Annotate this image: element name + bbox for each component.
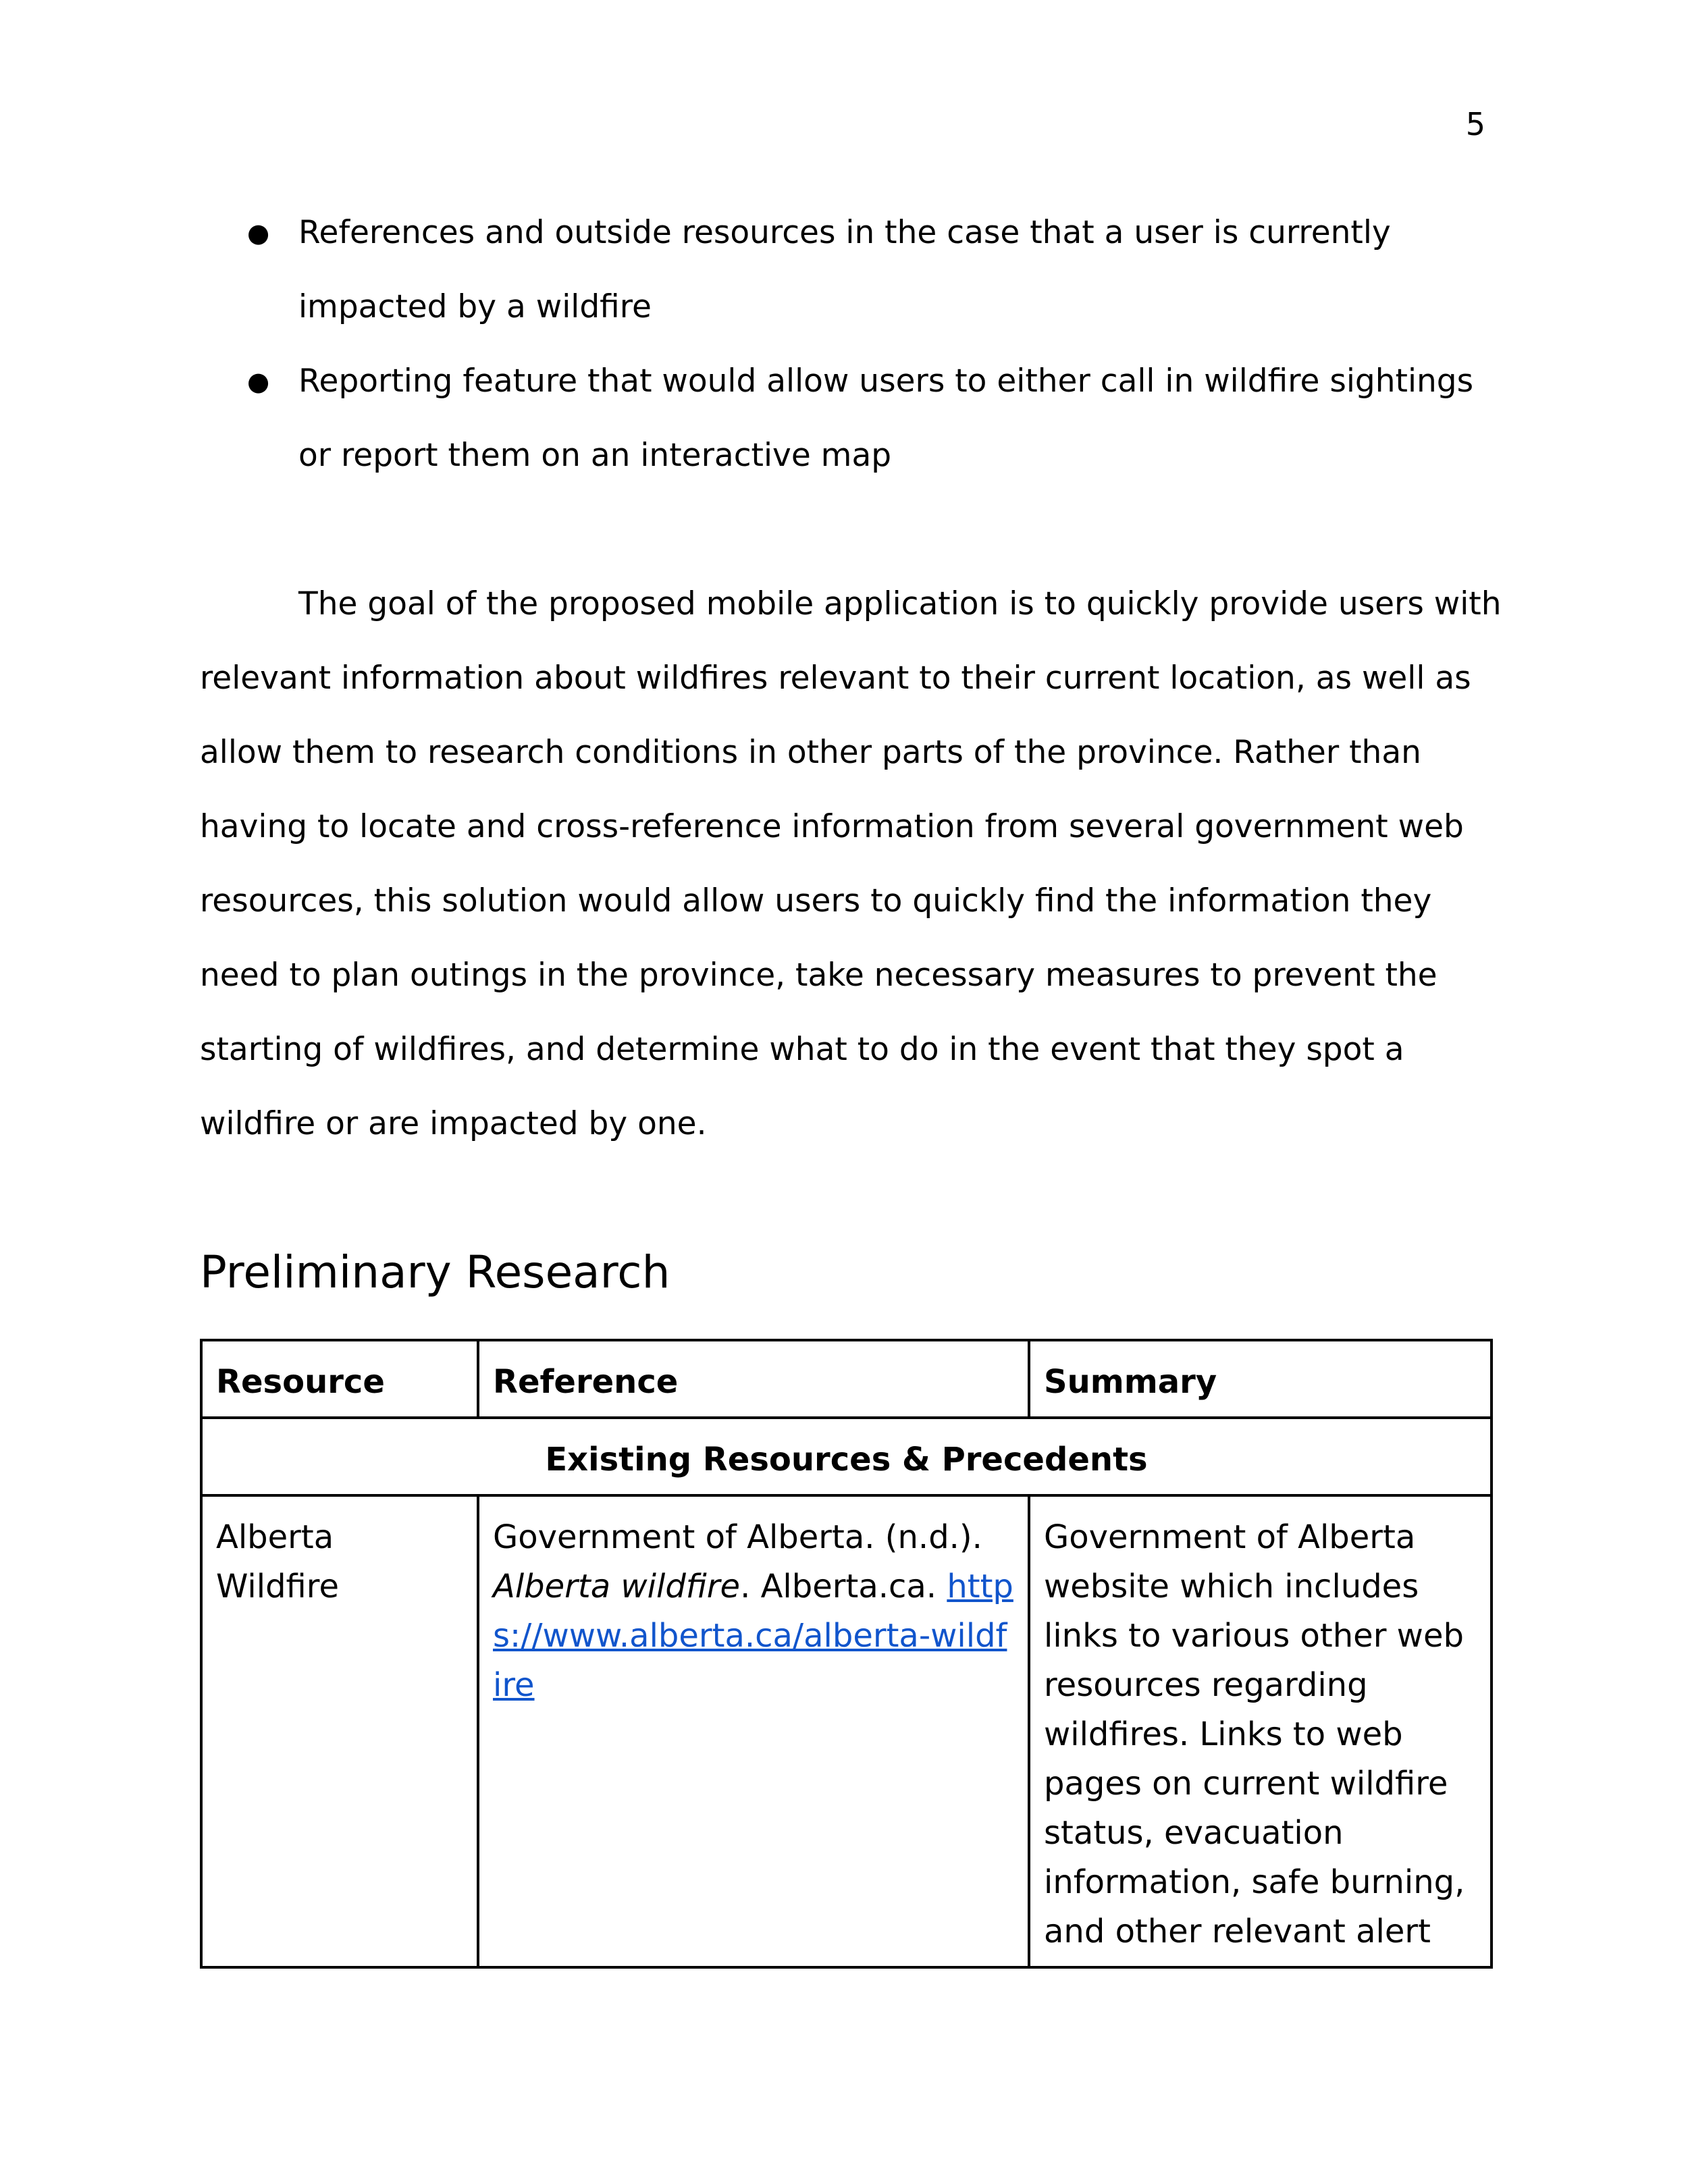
bullet-item [200, 196, 1496, 344]
bullet-dot-icon: ● [247, 367, 270, 396]
table-header-row [201, 1340, 1492, 1418]
table-row [201, 1495, 1492, 1967]
reference-source: . Alberta.ca. [740, 1568, 937, 1605]
header-summary: Summary [1029, 1340, 1492, 1418]
bullet-text: Reporting feature that would allow users to either call in wildfire sightings or report them on an interactive map [298, 363, 1474, 474]
reference-title: Alberta wildfire [493, 1568, 741, 1605]
header-reference: Reference [478, 1340, 1029, 1418]
bullet-item [200, 344, 1496, 493]
research-table [200, 1339, 1493, 1969]
header-resource: Resource [201, 1340, 478, 1418]
goal-paragraph: The goal of the proposed mobile application is to quickly provide users with relevant information about wildfires relevant to their current location, as well as allow them to research conditions in other parts of the province. Rather than having to locate and cross-reference information from several government web resources, this solution would allow users to quickly find the information they need to plan outings in the province, take necessary measures to prevent the starting of wildfires, and determine what to do in the event that they spot a wildfire or are impacted by one. [200, 585, 1502, 1142]
bullet-dot-icon: ● [247, 218, 270, 248]
section-heading: Preliminary Research [200, 1246, 670, 1298]
bullet-list [200, 196, 1496, 493]
cell-summary: Government of Alberta website which includes links to various other web resources regarding wildfires. Links to web pages on current wildfire status, evacuation information, safe burning, and other relevant alert [1029, 1495, 1492, 1967]
reference-author: Government of Alberta. (n.d.). [493, 1518, 982, 1556]
bullet-text: References and outside resources in the case that a user is currently impacted by a wildfire [298, 214, 1391, 325]
table-group-row [201, 1418, 1492, 1495]
page-number: 5 [1465, 106, 1485, 142]
group-label: Existing Resources & Precedents [201, 1418, 1492, 1495]
cell-reference [478, 1495, 1029, 1967]
cell-resource: Alberta Wildfire [201, 1495, 478, 1967]
reference-link[interactable]: https://www.alberta.ca/alberta-wildfire [493, 1568, 1013, 1704]
